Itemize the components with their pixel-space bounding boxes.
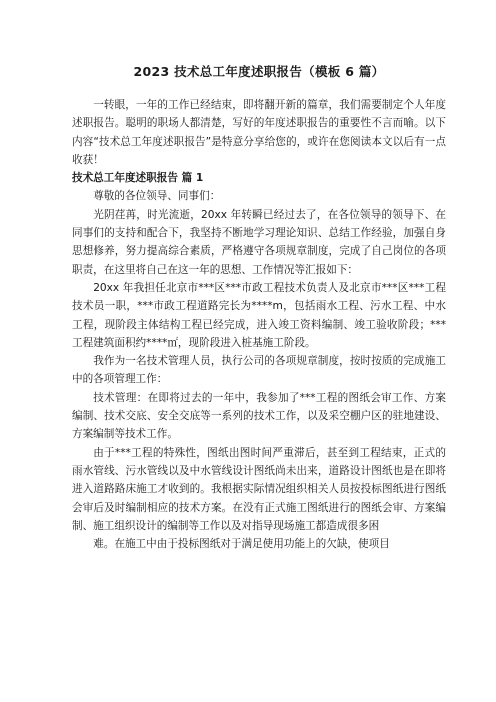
body-paragraph: 由于***工程的特殊性，图纸出图时间严重滞后，甚至到工程结束，正式的雨水管线、污水管线以及中水管线设计图纸尚未出来，道路设计图纸也是在即将进入道路路床施工才收到的。我根据实际情况组织相关人员按投标图纸进行图纸会审后及时编制相应的技术方案。在没有正式施工图纸进行的图纸会审、方案编制、施工组织设计的编制等工作以及对指导现场施工都造成很多困 [72, 446, 446, 532]
body-paragraph: 光阴荏苒，时光流逝，20xx 年转瞬已经过去了，在各位领导的领导下、在同事们的支持和配合下，我坚持不断地学习理论知识、总结工作经验，加强自身思想修养，努力提高综合素质，严格遵守各项规章制度，完成了自己岗位的各项职责，在这里将自己在这一年的思想、工作情况等汇报如下： [72, 208, 446, 276]
body-paragraph: 20xx 年我担任北京市***区***市政工程技术负责人及北京市***区***工程技术员一职，***市政工程道路完长为****m，包括雨水工程、污水工程、中水工程，现阶段主体结构工程已经完成，进入竣工资料编制、竣工验收阶段；***工程建筑面积约****㎡，现阶段进入桩基施工阶段。 [72, 281, 446, 349]
greeting: 尊敬的各位领导、同事们： [93, 190, 221, 203]
section-heading: 技术总工年度述职报告 篇 1 [72, 172, 204, 185]
intro-paragraph: 一转眼，一年的工作已经结束，即将翻开新的篇章，我们需要制定个人年度述职报告。聪明的职场人都清楚，写好的年度述职报告的重要性不言而喻。以下内容“技术总工年度述职报告”是特意分享给您的，或许在您阅读本文以后有一点收获！ [72, 99, 446, 166]
body-paragraph: 技术管理：在即将过去的一年中，我参加了***工程的图纸会审工作、方案编制、技术交底、安全交底等一系列的技术工作，以及采空棚户区的驻地建设、方案编制等技术工作。 [72, 391, 446, 441]
body-paragraph: 我作为一名技术管理人员，执行公司的各项规章制度，按时按质的完成施工中的各项管理工作： [72, 355, 446, 386]
document-title: 2023 技术总工年度述职报告（模板 6 篇） [133, 64, 385, 79]
body-paragraph: 难。在施工中由于投标图纸对于满足使用功能上的欠缺，使项目 [93, 538, 390, 551]
